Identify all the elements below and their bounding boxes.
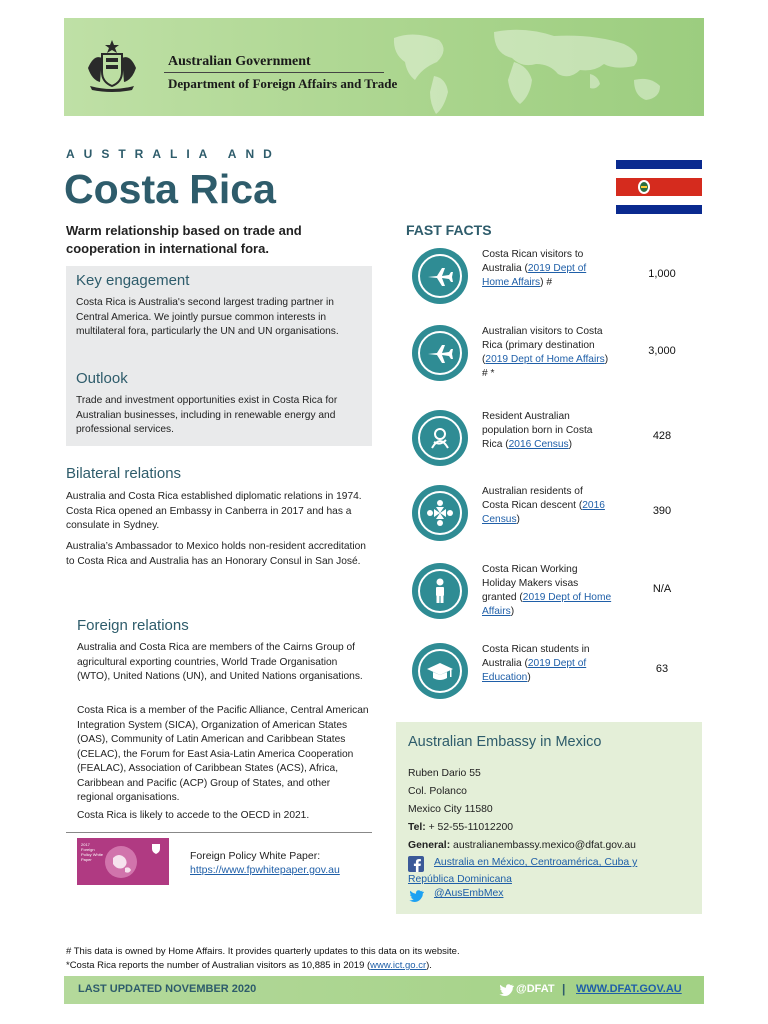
key-engagement-box	[66, 266, 372, 446]
flag-emblem-icon	[636, 179, 652, 195]
person-icon	[426, 577, 454, 605]
fact-description	[482, 410, 612, 452]
fact-source-link[interactable]: 2019 Dept of Home Affairs	[485, 354, 605, 365]
fact-text: Costa Rican Working Holiday Makers visas granted (	[482, 564, 579, 603]
outlook-heading: Outlook	[76, 370, 128, 387]
email-label: General:	[408, 840, 451, 851]
last-updated: LAST UPDATED NOVEMBER 2020	[78, 983, 257, 995]
embassy-address-line-3: Mexico City 11580	[408, 804, 493, 815]
fact-text-suffix: )	[527, 672, 531, 683]
key-engagement-heading: Key engagement	[76, 272, 190, 289]
fact-text: Costa Rican students in Australia (	[482, 644, 590, 669]
embassy-phone	[408, 822, 513, 833]
fact-item	[406, 643, 706, 705]
fact-text-suffix: ) #	[540, 277, 553, 288]
flag-stripe-5	[616, 205, 702, 214]
embassy-heading: Australian Embassy in Mexico	[408, 734, 602, 750]
white-paper-divider	[66, 832, 372, 833]
fact-item	[406, 485, 706, 547]
ict-link[interactable]: www.ict.go.cr	[370, 960, 427, 971]
white-paper-cover-text: 2017 Foreign Policy White Paper	[81, 842, 104, 862]
world-map-graphic	[374, 18, 704, 116]
phone-number: + 52-55-11012200	[425, 822, 514, 833]
footnote-asterisk	[66, 960, 432, 971]
coat-of-arms-icon	[84, 38, 140, 92]
flag-stripe-4	[616, 196, 702, 205]
twitter-icon[interactable]	[408, 888, 424, 904]
fact-icon-badge	[412, 563, 468, 619]
embassy-address-line-2: Col. Polanco	[408, 786, 467, 797]
embassy-address-line-1: Ruben Dario 55	[408, 768, 481, 779]
cover-crest-icon	[149, 842, 163, 854]
fact-icon-badge	[412, 410, 468, 466]
header-divider	[164, 72, 384, 73]
fact-value: 390	[652, 505, 672, 517]
phone-label: Tel:	[408, 822, 426, 833]
embassy-box	[396, 722, 702, 914]
title-kicker: AUSTRALIA AND	[66, 147, 281, 161]
footer-separator: |	[562, 982, 566, 996]
page-title: Costa Rica	[64, 166, 276, 212]
twitter-handle-link[interactable]: @AusEmbMex	[434, 888, 504, 899]
facebook-link-line-2[interactable]: República Dominicana	[408, 874, 512, 885]
dfat-twitter-handle[interactable]: @DFAT	[516, 983, 555, 995]
globe-icon	[103, 844, 139, 880]
key-engagement-text: Costa Rica is Australia's second largest trading partner in Central America. We jointly pursue common interests in multilateral fora, particularly the UN and UN organisations.	[76, 297, 339, 337]
footnote-asterisk-text: *Costa Rica reports the number of Australian visitors as 10,885 in 2019 (	[66, 960, 371, 971]
fact-icon-badge	[412, 248, 468, 304]
graduation-cap-icon	[426, 657, 454, 685]
fact-item	[406, 563, 706, 625]
bilateral-paragraph-1: Australia and Costa Rica established diplomatic relations in 1974. Costa Rica opened an Embassy in Canberra in 2017 and has a consulate in Sydney.	[66, 491, 362, 531]
fact-value: N/A	[652, 583, 672, 595]
fact-description	[482, 325, 612, 381]
fact-value: 1,000	[648, 268, 676, 280]
fact-text-suffix: )	[510, 606, 515, 617]
fact-source-link[interactable]: 2019 Dept of Home Affairs	[482, 592, 612, 617]
fact-text: Australian residents of Costa Rican descent (	[482, 486, 583, 511]
fast-facts-heading: FAST FACTS	[406, 222, 492, 238]
facebook-icon[interactable]	[408, 856, 424, 872]
fact-value: 3,000	[648, 345, 676, 357]
government-name: Australian Government	[168, 54, 311, 69]
baby-icon	[426, 424, 454, 452]
dfat-website-link[interactable]: WWW.DFAT.GOV.AU	[576, 983, 682, 995]
fact-text-suffix: ) # *	[482, 354, 609, 379]
fact-description	[482, 563, 612, 619]
email-address: australianembassy.mexico@dfat.gov.au	[450, 840, 636, 851]
fact-item	[406, 410, 706, 472]
twitter-icon[interactable]	[498, 982, 514, 998]
flag-stripe-2	[616, 169, 702, 178]
outlook-text: Trade and investment opportunities exist in Costa Rica for Australian businesses, including in renewable energy and professional services.	[76, 395, 338, 435]
facebook-link-line-1[interactable]: Australia en México, Centroamérica, Cuba y	[434, 857, 638, 868]
fact-source-link[interactable]: 2019 Dept of Home Affairs	[482, 263, 587, 288]
fact-source-link[interactable]: 2016 Census	[508, 439, 569, 450]
fact-text: Australian visitors to Costa Rica (primary destination (	[482, 326, 603, 365]
flag-stripe-3	[616, 178, 702, 196]
fact-text-suffix: )	[516, 514, 520, 525]
costa-rica-flag	[616, 160, 702, 214]
fact-description	[482, 643, 612, 685]
footnote-hash: # This data is owned by Home Affairs. It provides quarterly updates to this data on its website.	[66, 946, 460, 957]
fact-source-link[interactable]: 2016 Census	[482, 500, 605, 525]
fact-text: Resident Australian population born in Costa Rica (	[482, 411, 593, 450]
foreign-paragraph-2: Costa Rica is a member of the Pacific Alliance, Central American Integration System (SICA), Organization of American States (OAS), Community of Latin American and Caribbean States (CELAC), the Forum for East Asia-Latin America Cooperation (FEALAC), Association of Caribbean States (ACS), Africa, Caribbean and Pacific (ACP) Group of States, and other regional organisations.	[77, 705, 369, 803]
white-paper-cover	[77, 838, 169, 885]
department-name: Department of Foreign Affairs and Trade	[168, 76, 398, 91]
foreign-paragraph-3: Costa Rica is likely to accede to the OECD in 2021.	[77, 810, 310, 821]
fact-icon-badge	[412, 643, 468, 699]
white-paper-link[interactable]: https://www.fpwhitepaper.gov.au	[190, 864, 340, 876]
foreign-paragraph-1: Australia and Costa Rica are members of the Cairns Group of agricultural exporting countries, World Trade Organisation (WTO), United Nations (UN), and United Nations organisations.	[77, 642, 363, 682]
header-band	[64, 18, 704, 116]
intro-statement: Warm relationship based on trade and cooperation in international fora.	[66, 223, 302, 256]
fact-text: Costa Rican visitors to Australia (	[482, 249, 584, 274]
fact-item	[406, 325, 706, 387]
fact-source-link[interactable]: 2019 Dept of Education	[482, 658, 587, 683]
plane-icon	[426, 339, 454, 367]
footer-bar	[64, 976, 704, 1004]
fact-description	[482, 248, 612, 290]
bilateral-paragraph-2: Australia’s Ambassador to Mexico holds non-resident accreditation to Costa Rica and Australia has an Honorary Consul in San José.	[66, 541, 366, 567]
white-paper-label: Foreign Policy White Paper:	[190, 850, 321, 862]
fact-value: 428	[652, 430, 672, 442]
embassy-email	[408, 840, 636, 851]
bilateral-heading: Bilateral relations	[66, 465, 182, 482]
fact-value: 63	[655, 663, 669, 675]
fact-text-suffix: )	[568, 439, 573, 450]
plane-icon	[426, 262, 454, 290]
foreign-relations-heading: Foreign relations	[77, 617, 189, 634]
fact-description	[482, 485, 612, 527]
fact-icon-badge	[412, 325, 468, 381]
fact-icon-badge	[412, 485, 468, 541]
footnote-asterisk-suffix: ).	[426, 960, 432, 971]
people-group-icon	[425, 498, 455, 528]
fact-item	[406, 248, 706, 310]
flag-stripe-1	[616, 160, 702, 169]
